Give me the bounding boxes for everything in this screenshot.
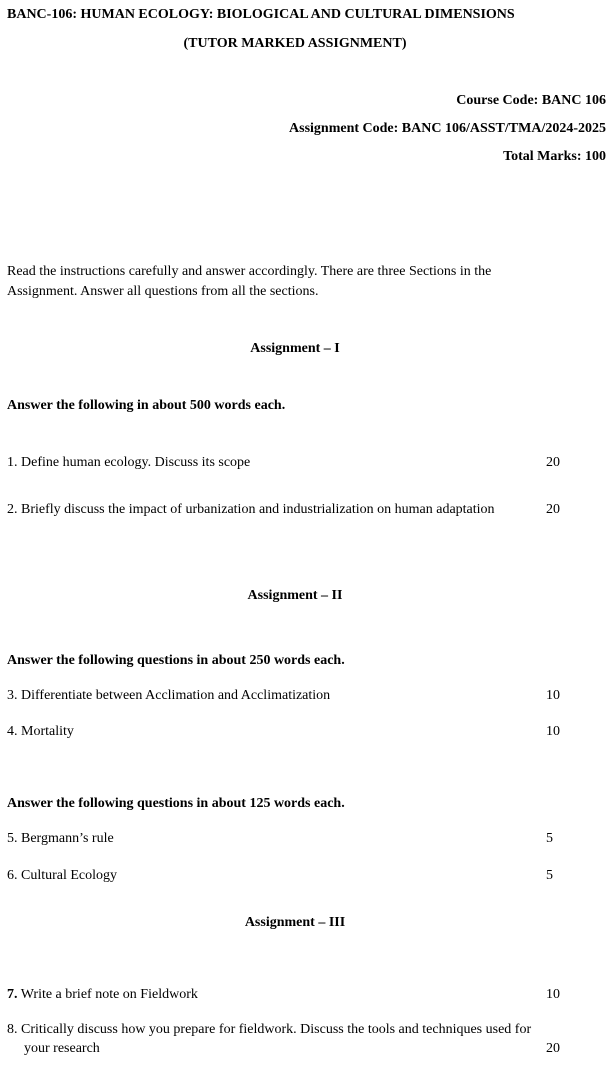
question-text: Critically discuss how you prepare for fieldwork. Discuss the tools and techniques used for (21, 1022, 532, 1037)
question-4-marks: 10 (546, 724, 560, 739)
section-2-title: Assignment – II (247, 588, 343, 603)
instructions-line-2: Assignment. Answer all questions from all the sections. (7, 284, 319, 299)
section-1-directive: Answer the following in about 500 words each. (7, 398, 286, 413)
question-number: 7. (7, 987, 18, 1002)
section-3-title: Assignment – III (244, 915, 346, 930)
question-2 (7, 501, 495, 518)
question-number: 4. (7, 724, 18, 739)
instructions-line-1: Read the instructions carefully and answer accordingly. There are three Sections in the (7, 264, 492, 279)
course-code: Course Code: BANC 106 (456, 93, 606, 108)
question-text: Bergmann’s rule (21, 831, 114, 846)
document-title: BANC-106: HUMAN ECOLOGY: BIOLOGICAL AND CULTURAL DIMENSIONS (7, 7, 515, 22)
question-7 (7, 986, 198, 1003)
section-2-directive-a: Answer the following questions in about 250 words each. (7, 653, 345, 668)
question-7-marks: 10 (546, 987, 560, 1002)
question-number: 8. (7, 1022, 18, 1037)
question-text: Briefly discuss the impact of urbanization and industrialization on human adaptation (21, 502, 495, 517)
question-number: 2. (7, 502, 18, 517)
question-text: Mortality (21, 724, 74, 739)
question-3 (7, 687, 330, 704)
question-text: Define human ecology. Discuss its scope (21, 455, 251, 470)
question-1 (7, 454, 250, 471)
section-2-directive-b: Answer the following questions in about 125 words each. (7, 796, 345, 811)
total-marks: Total Marks: 100 (503, 149, 606, 164)
question-text: Differentiate between Acclimation and Acclimatization (21, 688, 331, 703)
question-number: 3. (7, 688, 18, 703)
question-text: Cultural Ecology (21, 868, 118, 883)
document-subtitle: (TUTOR MARKED ASSIGNMENT) (183, 36, 407, 51)
section-1-title: Assignment – I (250, 341, 340, 356)
question-4 (7, 723, 74, 740)
question-8-marks: 20 (546, 1041, 560, 1056)
question-1-marks: 20 (546, 455, 560, 470)
question-8 (7, 1021, 531, 1038)
assignment-code: Assignment Code: BANC 106/ASST/TMA/2024-2025 (289, 121, 606, 136)
question-5 (7, 830, 114, 847)
question-text: Write a brief note on Fieldwork (20, 987, 198, 1002)
question-2-marks: 20 (546, 502, 560, 517)
question-number: 5. (7, 831, 18, 846)
question-number: 6. (7, 868, 18, 883)
question-number: 1. (7, 455, 18, 470)
question-6-marks: 5 (546, 868, 553, 883)
question-8-continuation: your research (24, 1041, 100, 1056)
question-3-marks: 10 (546, 688, 560, 703)
question-6 (7, 867, 117, 884)
question-5-marks: 5 (546, 831, 553, 846)
